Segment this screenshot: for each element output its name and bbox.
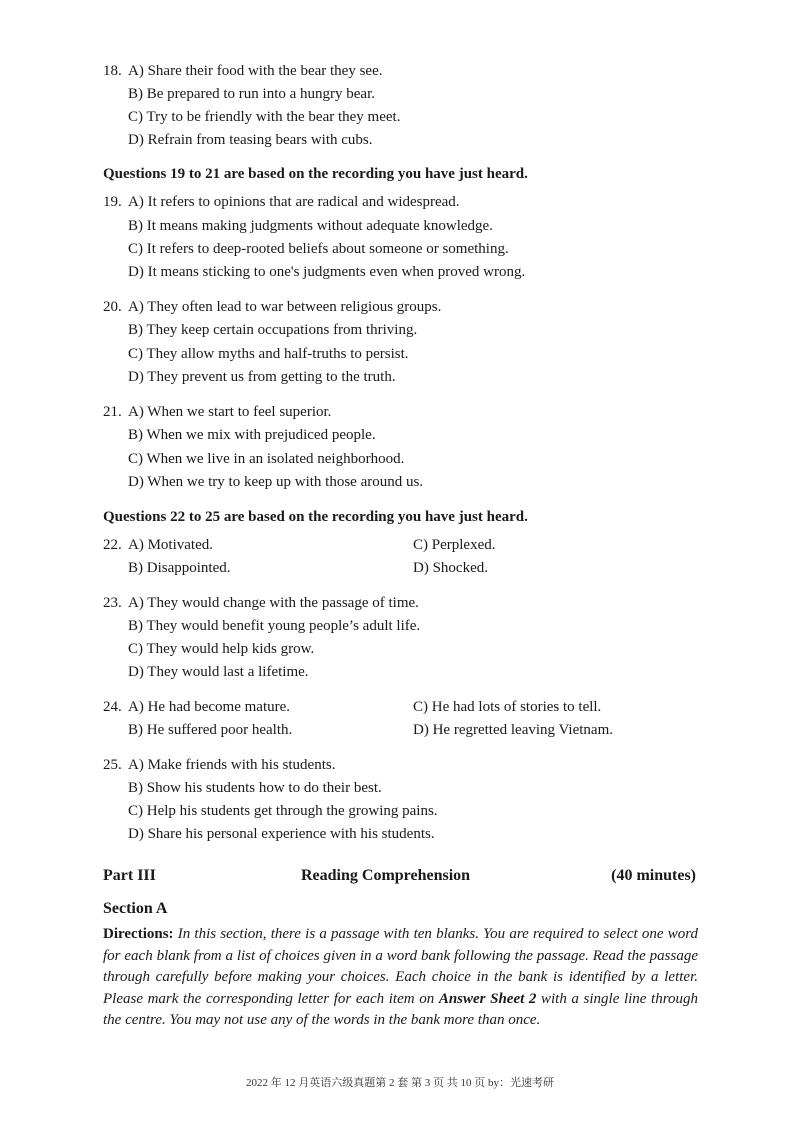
question-number: 18.: [103, 63, 122, 79]
question-19-option-c: C) It refers to deep-rooted beliefs about someone or something.: [128, 241, 509, 257]
part-title: Reading Comprehension: [301, 867, 471, 884]
question-21-option-b: B) When we mix with prejudiced people.: [128, 427, 376, 443]
question-22-option-d: D) Shocked.: [413, 560, 488, 576]
page-footer: 2022 年 12 月英语六级真题第 2 套 第 3 页 共 10 页 by：光速考研: [246, 1077, 554, 1089]
question-number: 22.: [103, 537, 122, 553]
option-text: A) It refers to opinions that are radical and widespread.: [128, 194, 460, 210]
question-23-option-c: C) They would help kids grow.: [128, 641, 315, 657]
question-21-option-c: C) When we live in an isolated neighborhood.: [128, 451, 405, 467]
question-number: 21.: [103, 404, 122, 420]
question-25-option-c: C) Help his students get through the growing pains.: [128, 803, 438, 819]
question-18-option-c: C) Try to be friendly with the bear they meet.: [128, 109, 401, 125]
question-number: 23.: [103, 595, 122, 611]
question-23-option-d: D) They would last a lifetime.: [128, 664, 309, 680]
question-20-option-a: [103, 297, 441, 317]
option-text: A) They often lead to war between religious groups.: [128, 299, 442, 315]
question-22-option-c: C) Perplexed.: [413, 537, 496, 553]
directions-paragraph: [103, 924, 698, 1032]
question-21-option-d: D) When we try to keep up with those around us.: [128, 474, 424, 490]
option-text: A) He had become mature.: [128, 699, 291, 715]
question-24-option-c: C) He had lots of stories to tell.: [413, 699, 602, 715]
option-text: A) Make friends with his students.: [128, 757, 336, 773]
part-time: (40 minutes): [611, 867, 696, 884]
option-text: A) Motivated.: [128, 537, 213, 553]
option-text: A) Share their food with the bear they see.: [128, 63, 383, 79]
question-number: 20.: [103, 299, 122, 315]
directions-text-end: with a single line through the centre. You may not use any of the words in the bank more than once.: [103, 990, 699, 1028]
option-text: A) When we start to feel superior.: [128, 404, 332, 420]
question-18-option-a: [103, 61, 383, 81]
question-25-option-d: D) Share his personal experience with his students.: [128, 826, 435, 842]
question-19-option-d: D) It means sticking to one's judgments even when proved wrong.: [128, 264, 526, 280]
question-24-option-d: D) He regretted leaving Vietnam.: [413, 722, 613, 738]
question-19-option-b: B) It means making judgments without adequate knowledge.: [128, 218, 493, 234]
part-label: Part III: [103, 867, 156, 884]
option-text: A) They would change with the passage of time.: [128, 595, 419, 611]
question-18-option-b: B) Be prepared to run into a hungry bear.: [128, 86, 376, 102]
question-25-option-a: [103, 755, 335, 775]
question-number: 19.: [103, 194, 122, 210]
question-24-option-a: [103, 697, 290, 717]
question-24-option-b: B) He suffered poor health.: [128, 722, 293, 738]
section-header-22-25: Questions 22 to 25 are based on the recording you have just heard.: [103, 509, 528, 525]
question-21-option-a: [103, 402, 331, 422]
section-header-19-21: Questions 19 to 21 are based on the recording you have just heard.: [103, 166, 528, 182]
question-22-option-a: [103, 535, 213, 555]
answer-sheet-reference: Answer Sheet 2: [438, 990, 537, 1007]
directions-text: In this section, there is a passage with ten blanks. You are required to select one word for each blank from a list of choices given in a word bank following the passage. Read the passage through carefully before making your choices. Each choice in the bank is identified by a letter. Please mark the corresponding letter for each item on: [103, 926, 698, 1007]
question-22-option-b: B) Disappointed.: [128, 560, 231, 576]
question-25-option-b: B) Show his students how to do their best.: [128, 780, 382, 796]
question-20-option-c: C) They allow myths and half-truths to persist.: [128, 346, 409, 362]
question-18-option-d: D) Refrain from teasing bears with cubs.: [128, 132, 373, 148]
question-number: 24.: [103, 699, 122, 715]
question-23-option-b: B) They would benefit young people’s adult life.: [128, 618, 421, 634]
question-20-option-d: D) They prevent us from getting to the truth.: [128, 369, 396, 385]
question-19-option-a: [103, 192, 460, 212]
part-heading: [103, 867, 696, 889]
question-20-option-b: B) They keep certain occupations from thriving.: [128, 322, 418, 338]
question-number: 25.: [103, 757, 122, 773]
question-23-option-a: [103, 593, 419, 613]
directions-label: Directions:: [103, 926, 174, 942]
section-title: Section A: [103, 900, 168, 917]
